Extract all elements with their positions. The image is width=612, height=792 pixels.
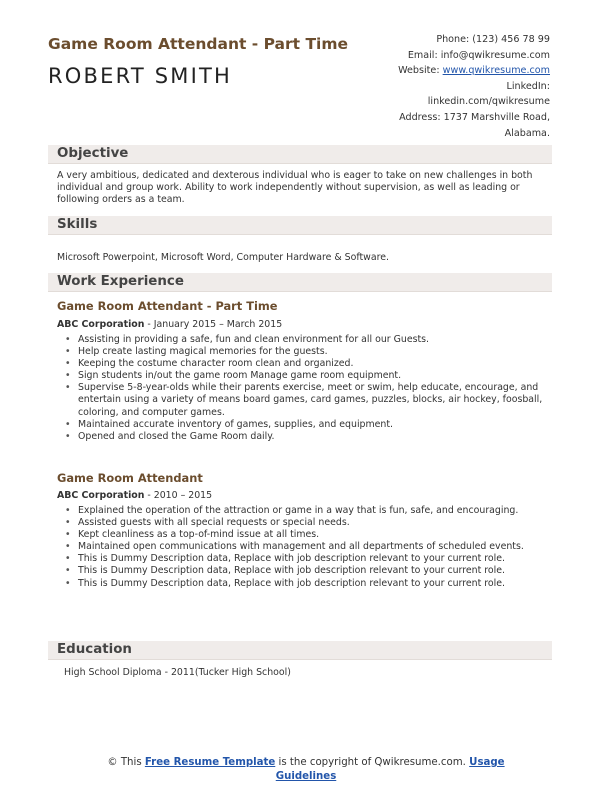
list-item: • This is Dummy Description data, Replace with job description relevant to your current role. bbox=[65, 577, 505, 589]
bullet-icon: • bbox=[65, 334, 71, 345]
objective-text: A very ambitious, dedicated and dexterous individual who is eager to take on new challenges in both individual and group work. Ability to work independently without supervision, as well as leading or following orders as a team. bbox=[57, 170, 533, 206]
bullet-icon: • bbox=[65, 529, 71, 541]
job-1-meta bbox=[57, 319, 282, 330]
list-item: • This is Dummy Description data, Replace with job description relevant to your current role. bbox=[65, 553, 505, 565]
job-2-title: Game Room Attendant bbox=[57, 471, 203, 485]
bullet-icon: • bbox=[65, 418, 71, 430]
bullet-icon: • bbox=[65, 565, 71, 577]
list-item: • Keeping the costume character room clean and organized. bbox=[65, 358, 354, 370]
bullet-icon: • bbox=[65, 517, 71, 529]
contact-block bbox=[290, 32, 550, 141]
list-item: • Help create lasting magical memories for the guests. bbox=[65, 346, 328, 358]
contact-phone: Phone: (123) 456 78 99 bbox=[436, 34, 550, 45]
contact-address-line1: Address: 1737 Marshville Road, bbox=[399, 111, 550, 123]
education-section-header bbox=[48, 641, 552, 660]
contact-website bbox=[290, 63, 550, 79]
copyright-footer bbox=[0, 756, 612, 784]
skills-heading: Skills bbox=[57, 217, 98, 232]
job-1-dates: - January 2015 – March 2015 bbox=[144, 319, 283, 330]
footer-middle: is the copyright of Qwikresume.com. bbox=[275, 757, 470, 768]
list-item: • Maintained open communications with management and all departments of scheduled events. bbox=[65, 541, 524, 553]
list-item: • Assisting in providing a safe, fun and clean environment for all our Guests. bbox=[65, 334, 430, 345]
footer-prefix: © This bbox=[107, 757, 145, 768]
bullet-icon: • bbox=[65, 577, 71, 589]
list-item: • Maintained accurate inventory of games, supplies, and equipment. bbox=[65, 418, 394, 430]
bullet-icon: • bbox=[65, 541, 71, 553]
list-item: • This is Dummy Description data, Replace with job description relevant to your current role. bbox=[65, 565, 505, 577]
objective-section-header bbox=[48, 145, 552, 164]
usage-guidelines-link-part2[interactable]: Guidelines bbox=[275, 771, 337, 782]
skills-section-header bbox=[48, 216, 552, 235]
contact-linkedin-label: LinkedIn: bbox=[506, 80, 550, 92]
usage-guidelines-link-part1[interactable]: Usage bbox=[469, 757, 505, 768]
job-2-meta bbox=[57, 490, 212, 501]
list-item: • Assisted guests with all special requests or special needs. bbox=[65, 517, 350, 529]
contact-linkedin-value: linkedin.com/qwikresume bbox=[427, 96, 550, 108]
bullet-icon: • bbox=[65, 358, 71, 370]
job-1-company: ABC Corporation bbox=[57, 319, 145, 330]
website-label: Website: bbox=[398, 65, 443, 77]
job-2-company: ABC Corporation bbox=[57, 490, 145, 501]
work-experience-section-header bbox=[48, 273, 552, 292]
contact-address-line2: Alabama. bbox=[504, 127, 550, 139]
bullet-icon: • bbox=[65, 382, 71, 394]
list-item: • Supervise 5-8-year-olds while their parents exercise, meet or swim, help educate, encourage, and entertain using a variety of means board games, card games, puzzles, blocks, air hockey, foosball, coloring, and computer games. bbox=[65, 382, 543, 418]
education-text: High School Diploma - 2011(Tucker High School) bbox=[64, 667, 291, 678]
list-item: • Kept cleanliness as a top-of-mind issue at all times. bbox=[65, 529, 320, 541]
free-resume-template-link[interactable]: Free Resume Template bbox=[144, 757, 276, 768]
objective-heading: Objective bbox=[57, 146, 129, 161]
bullet-icon: • bbox=[65, 505, 71, 516]
job-1-title: Game Room Attendant - Part Time bbox=[57, 299, 278, 313]
contact-email: Email: info@qwikresume.com bbox=[407, 49, 550, 61]
list-item: • Opened and closed the Game Room daily. bbox=[65, 430, 275, 442]
job-title: Game Room Attendant - Part Time bbox=[48, 35, 349, 53]
candidate-name: ROBERT SMITH bbox=[48, 64, 233, 88]
job-2-dates: - 2010 – 2015 bbox=[144, 490, 213, 501]
list-item: • Sign students in/out the game room Manage game room equipment. bbox=[65, 370, 402, 382]
bullet-icon: • bbox=[65, 370, 71, 382]
work-experience-heading: Work Experience bbox=[57, 274, 184, 289]
job-1-bullet-list bbox=[65, 334, 555, 443]
bullet-icon: • bbox=[65, 553, 71, 565]
list-item: • Explained the operation of the attraction or game in a way that is fun, safe, and encouraging. bbox=[65, 505, 519, 516]
bullet-icon: • bbox=[65, 346, 71, 358]
website-link[interactable]: www.qwikresume.com bbox=[442, 65, 550, 77]
education-heading: Education bbox=[57, 642, 132, 657]
bullet-icon: • bbox=[65, 430, 71, 442]
job-2-bullet-list bbox=[65, 505, 555, 590]
skills-text: Microsoft Powerpoint, Microsoft Word, Computer Hardware & Software. bbox=[57, 252, 389, 263]
